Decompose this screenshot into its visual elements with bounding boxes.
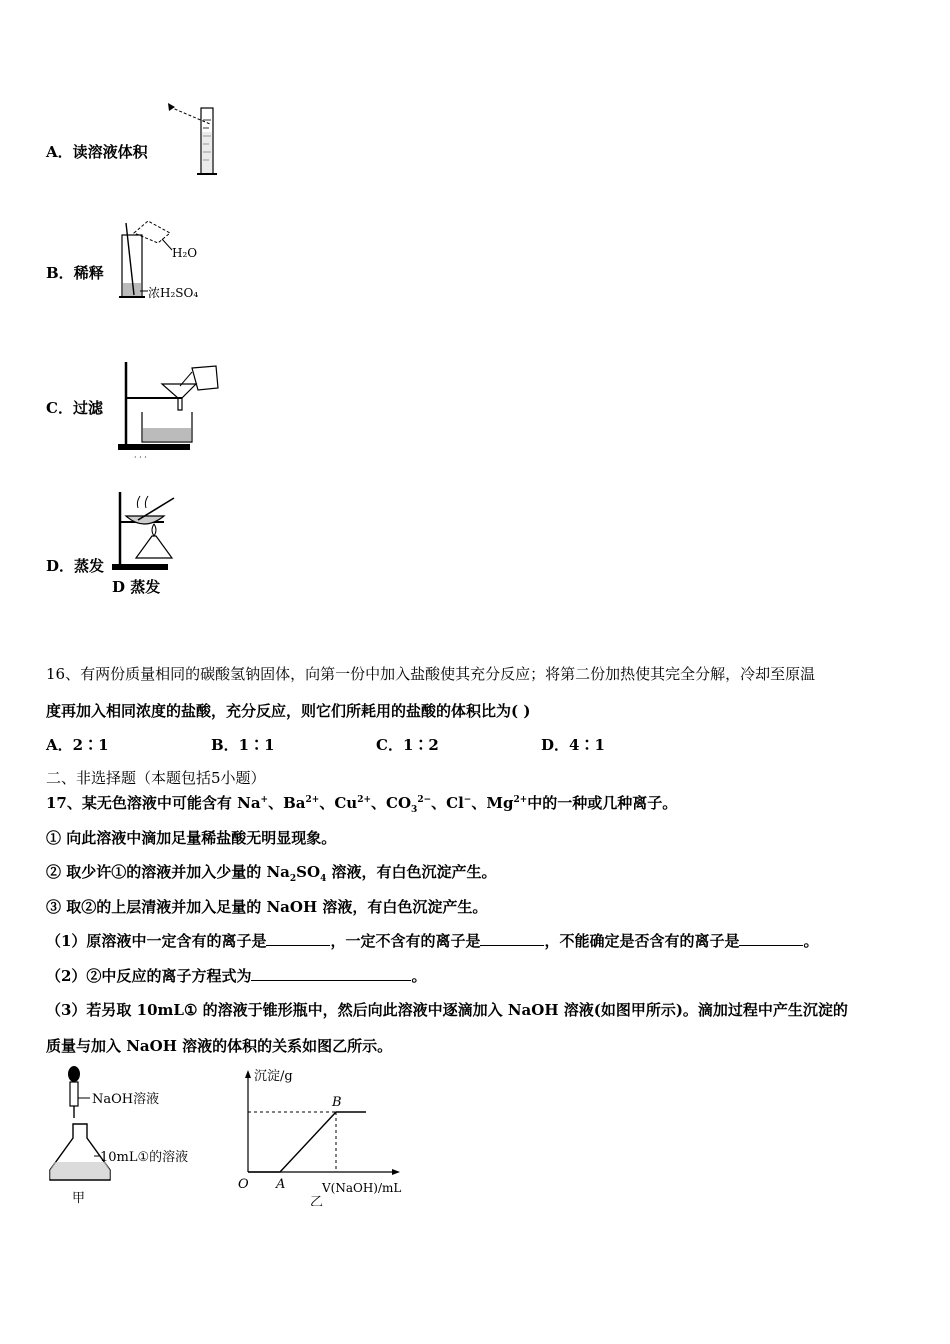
option-d	[46, 555, 104, 576]
caption-jia: 甲	[72, 1191, 86, 1206]
option-a	[46, 141, 148, 162]
x-axis-arrow	[392, 1169, 400, 1175]
option-text: 稀释	[73, 264, 104, 282]
q17-step-2: ② 取少许①的溶液并加入少量的 $Na_2SO_4$ 溶液，有白色沉淀产生。	[46, 863, 497, 884]
question-17-stem: 17、某无色溶液中可能含有 Na+、$Ba^{2+}$、$Cu^{2+}$、$CO_3^{2-}$、Cl−、$Mg^{2+}$中的一种或几种离子。	[46, 794, 678, 815]
question-16-line-2: 度再加入相同浓度的盐酸，充分反应，则它们所耗用的盐酸的体积比为( )	[46, 702, 531, 720]
y-axis-label: 沉淀/g	[254, 1069, 293, 1084]
option-letter: B．	[46, 264, 74, 282]
filtration-figure	[112, 358, 222, 463]
option-b	[46, 262, 104, 283]
q17-sub-question-3-line-2: 质量与加入 NaOH 溶液的体积的关系如图乙所示。	[46, 1037, 393, 1055]
series-line	[248, 1112, 366, 1172]
point-label-a: A	[276, 1177, 286, 1192]
q16-choice-d: D．4∶1	[541, 736, 605, 754]
q16-choice-b: B．1∶1	[211, 736, 275, 754]
label-naoh: NaOH溶液	[92, 1092, 160, 1107]
svg-text:· · ·: · · ·	[134, 453, 147, 462]
q16-choice-c: C．1∶2	[376, 736, 439, 754]
q17-step-3: ③ 取②的上层清液并加入足量的 NaOH 溶液，有白色沉淀产生。	[46, 898, 488, 916]
option-text: 读溶液体积	[72, 143, 148, 161]
answer-blank[interactable]	[251, 966, 411, 981]
chart-yi	[236, 1066, 416, 1206]
option-c	[46, 397, 103, 418]
q16-choice-a: A．2∶1	[46, 736, 109, 754]
option-text: 过滤	[72, 399, 103, 417]
q17-sub-question-3-line-1: （3）若另取 10mL① 的溶液于锥形瓶中，然后向此溶液中逐滴加入 NaOH 溶液(如图甲所示)。滴加过程中产生沉淀的	[46, 1001, 848, 1019]
question-16-line-1: 16、有两份质量相同的碳酸氢钠固体，向第一份中加入盐酸使其充分反应；将第二份加热使其完全分解，冷却至原温	[46, 665, 816, 683]
option-text: 蒸发	[74, 557, 105, 575]
dilution-figure	[112, 215, 212, 305]
option-letter: D．	[46, 557, 75, 575]
y-axis-arrow	[245, 1070, 251, 1078]
q17-sub-question-2: （2）②中反应的离子方程式为 。	[46, 967, 427, 985]
label-acid: 浓H₂SO₄	[148, 286, 199, 300]
option-letter: C．	[46, 399, 73, 417]
option-letter: A．	[46, 143, 73, 161]
answer-blank[interactable]	[739, 931, 803, 946]
figure-jia	[44, 1062, 204, 1207]
q17-step-1: ① 向此溶液中滴加足量稀盐酸无明显现象。	[46, 829, 337, 847]
caption-yi: 乙	[310, 1195, 324, 1206]
answer-blank[interactable]	[266, 931, 330, 946]
label-flask: 10mL①的溶液	[100, 1150, 189, 1165]
evaporation-figure	[108, 488, 198, 572]
q17-sub-question-1: （1）原溶液中一定含有的离子是 ，一定不含有的离子是 ，不能确定是否含有的离子是 。	[46, 932, 819, 950]
graduated-cylinder-figure	[165, 102, 225, 182]
answer-blank[interactable]	[480, 931, 544, 946]
x-axis-label: V(NaOH)/mL	[322, 1181, 402, 1195]
label-water: H₂O	[172, 246, 198, 260]
origin-label: O	[238, 1177, 249, 1192]
option-d-caption: D 蒸发	[112, 578, 161, 596]
section-2-title: 二、非选择题（本题包括5小题）	[46, 769, 266, 787]
point-label-b: B	[332, 1095, 342, 1110]
